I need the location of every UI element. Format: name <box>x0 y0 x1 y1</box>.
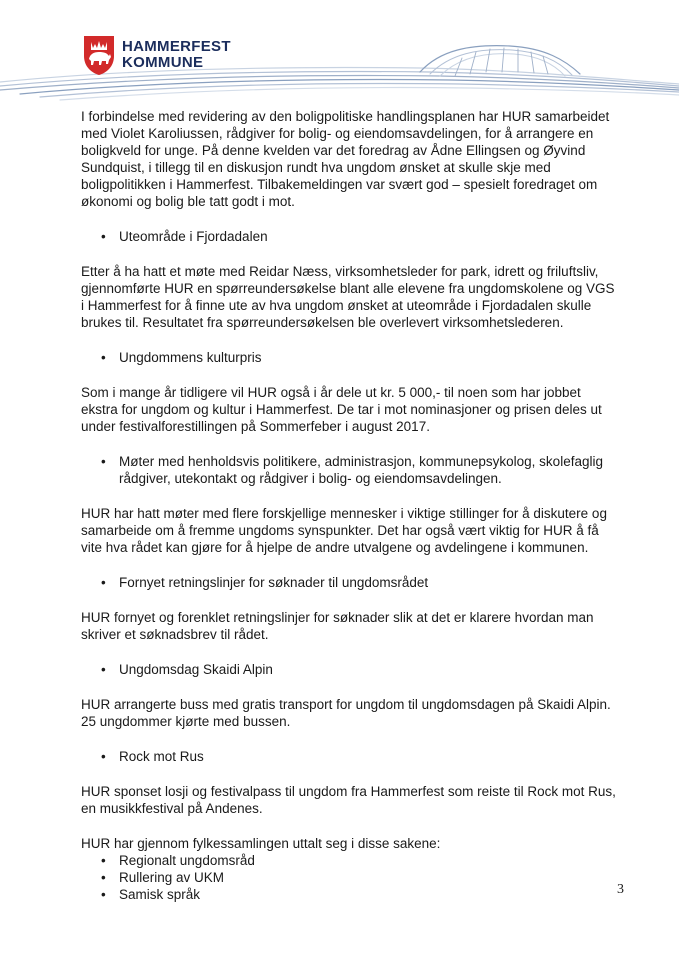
paragraph-retningslinjer: HUR fornyet og forenklet retningslinjer for søknader slik at det er klarere hvordan man skriver et søknadsbrev til rådet. <box>81 610 594 642</box>
list-item: • Regionalt ungdomsråd <box>81 852 621 869</box>
bullet-rock-mot-rus: • Rock mot Rus <box>81 748 621 765</box>
document-body <box>81 108 621 903</box>
logo-line-kommune: KOMMUNE <box>122 54 204 71</box>
paragraph-kulturpris: Som i mange år tidligere vil HUR også i år dele ut kr. 5 000,- til noen som har jobbet ekstra for ungdom og kultur i Hammerfest. De tar i mot nominasjoner og prisen deles ut under festivalforestillingen på Sommerfeber i august 2017. <box>81 385 602 434</box>
paragraph-boligkveld: I forbindelse med revidering av den boligpolitiske handlingsplanen har HUR samarbeidet med Violet Karoliussen, rådgiver for bolig- og eiendomsavdelingen, for å arrangere en boligkveld for unge. På denne kvelden var det foredrag av Ådne Ellingsen og Øyvind Sundquist, i tillegg til en diskusjon rundt hva ungdom ønsket at skulle skje med boligpolitikken i Hammerfest. Tilbakemeldingen var svært god – spesielt foredraget om økonomi og bolig ble tatt godt i mot. <box>81 109 610 209</box>
page-header <box>0 0 679 100</box>
logo-line-hammerfest: HAMMERFEST <box>122 38 231 55</box>
paragraph-rock-mot-rus: HUR sponset losji og festivalpass til ungdom fra Hammerfest som reiste til Rock mot Rus, en musikkfestival på Andenes. <box>81 784 616 816</box>
coat-of-arms-icon <box>82 34 116 76</box>
paragraph-moter: HUR har hatt møter med flere forskjellige mennesker i viktige stillinger for å diskutere og samarbeide om å fremme ungdoms synspunkter. Det har også vært viktig for HUR å få vite hva rådet kan gjøre for å hjelpe de andre utvalgene og avdelingene i kommunen. <box>81 506 607 555</box>
list-item: • Rullering av UKM <box>81 869 621 886</box>
paragraph-uteomrade: Etter å ha hatt et møte med Reidar Næss, virksomhetsleder for park, idrett og friluftsliv, gjennomførte HUR en spørreundersøkelse blant alle elevene fra ungdomskolene og VGS i Hammerfest for å finne ute av hva ungdom ønsket at uteområde i Fjordadalen skulle brukes til. Resultatet fra spørreundersøkelsen ble overlevert virksomhetslederen. <box>81 264 615 330</box>
list-item: • Samisk språk <box>81 886 621 903</box>
hammerfest-logo <box>82 34 231 76</box>
bullet-ungdomsdag: • Ungdomsdag Skaidi Alpin <box>81 661 621 678</box>
bullet-uteomrade: • Uteområde i Fjordadalen <box>81 228 621 245</box>
bullet-kulturpris: • Ungdommens kulturpris <box>81 349 621 366</box>
bullet-retningslinjer: • Fornyet retningslinjer for søknader til ungdomsrådet <box>81 574 621 591</box>
paragraph-fylkessamling: HUR har gjennom fylkessamlingen uttalt seg i disse sakene: <box>81 836 441 851</box>
page-number: 3 <box>617 882 624 897</box>
fylke-list <box>81 852 621 903</box>
bullet-moter: • Møter med henholdsvis politikere, administrasjon, kommunepsykolog, skolefaglig rådgiver, utekontakt og rådgiver i bolig- og eiendomsavdelingen. <box>81 453 621 487</box>
paragraph-ungdomsdag: HUR arrangerte buss med gratis transport for ungdom til ungdomsdagen på Skaidi Alpin. 25 ungdommer kjørte med bussen. <box>81 697 611 729</box>
